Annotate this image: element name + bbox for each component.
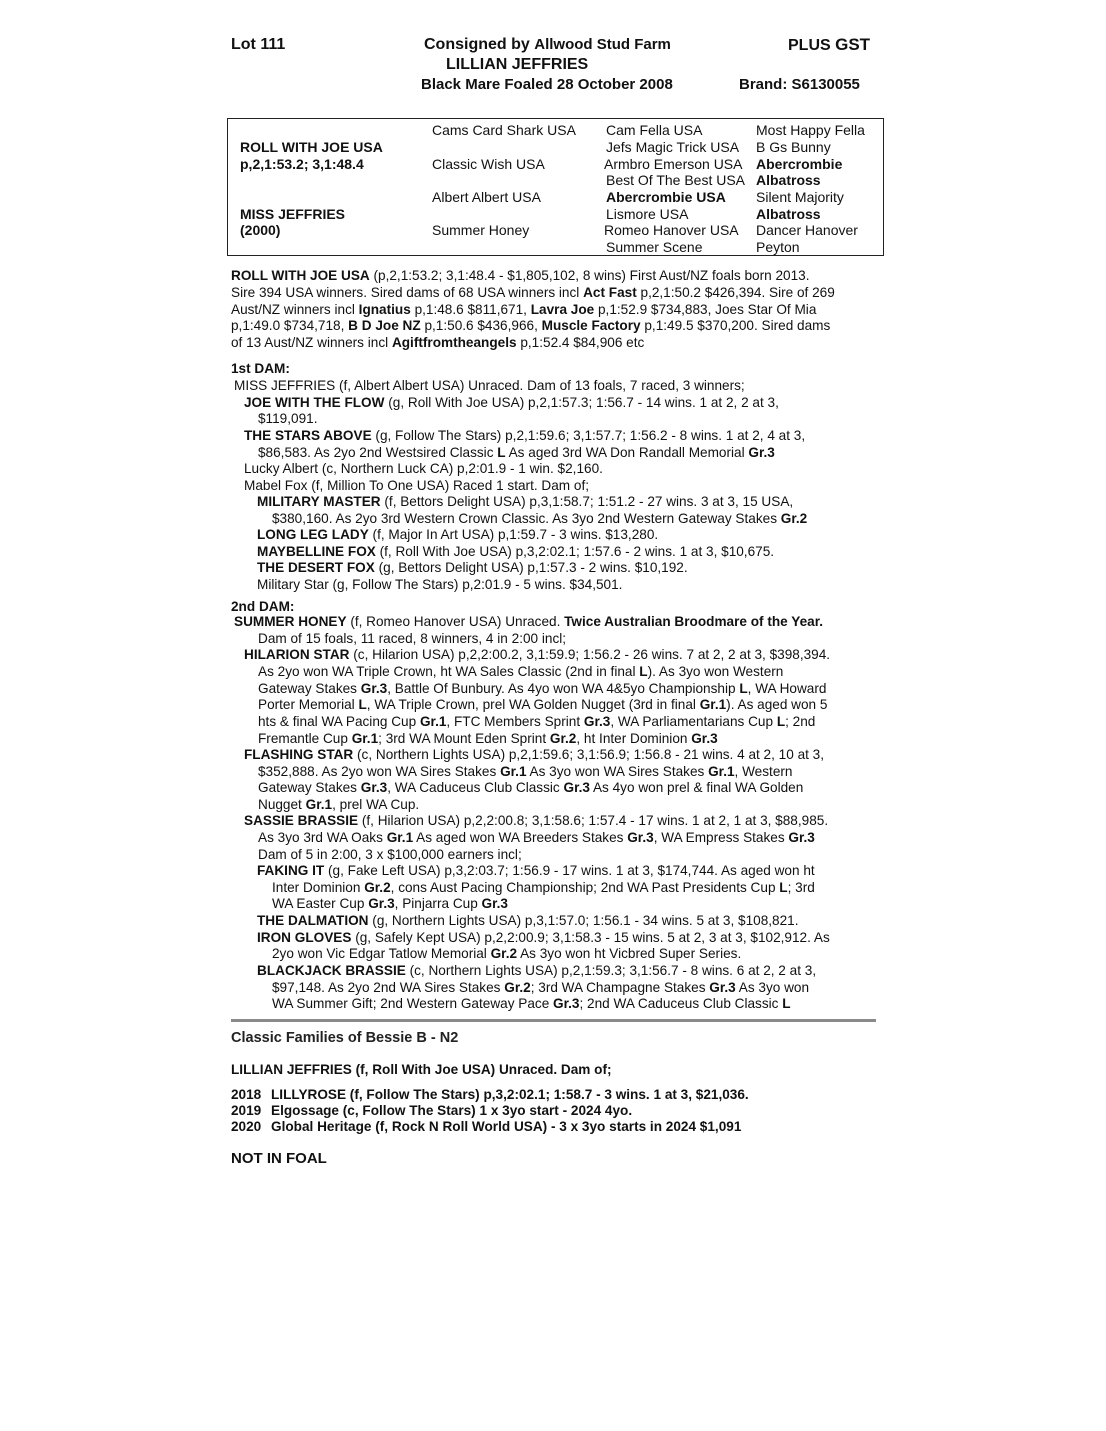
progeny-entry (258, 764, 792, 781)
race-grade: Gr.1 (386, 830, 414, 845)
race-grade: Gr.3 (563, 780, 590, 795)
sire-text: p,1:52.9 $734,883, Joes Star Of Mia (594, 302, 817, 317)
progeny-text: , Western (734, 764, 793, 779)
progeny-entry (244, 747, 824, 764)
race-grade: Gr.3 (691, 731, 718, 746)
second-dam-intro (234, 614, 823, 631)
horse-ref: Ignatius (358, 302, 411, 317)
progeny-entry (258, 780, 803, 797)
progeny-text: ; 3rd WA Mount Eden Sprint (378, 731, 550, 746)
progeny-name: IRON GLOVES (257, 930, 352, 945)
progeny-text: (f, Bettors Delight USA) p,3,1:58.7; 1:51.2 - 27 wins. 3 at 3, 15 USA, (380, 494, 794, 509)
sire-text: p,2,1:50.2 $426,394. Sire of 269 (636, 285, 835, 300)
progeny-text: (c, Northern Lights USA) p,2,1:59.6; 3,1:56.9; 1:56.8 - 21 wins. 4 at 2, 10 at 3, (353, 747, 825, 762)
pedigree-g4: Silent Majority (756, 189, 844, 205)
race-grade: Gr.3 (481, 896, 508, 911)
progeny-text: , Pinjarra Cup (394, 896, 482, 911)
family-heading: Classic Families of Bessie B - N2 (231, 1030, 459, 1046)
pedigree-sire: ROLL WITH JOE USA (240, 139, 383, 155)
progeny-text: , cons Aust Pacing Championship; 2nd WA Past Presidents Cup (390, 880, 780, 895)
progeny-text: ; 3rd (787, 880, 815, 895)
race-grade: L (639, 664, 648, 679)
produce-year: 2019 (231, 1103, 262, 1118)
progeny-entry (244, 395, 779, 412)
pedigree-g3: Summer Scene (606, 239, 703, 255)
pedigree-g3: Romeo Hanover USA (604, 222, 739, 238)
sire-name: ROLL WITH JOE USA (231, 268, 370, 283)
progeny-text: ; 3rd WA Champagne Stakes (530, 980, 710, 995)
consigned-label: Consigned by (424, 36, 530, 53)
pedigree-g4: Dancer Hanover (756, 222, 858, 238)
progeny-text: 2yo won Vic Edgar Tatlow Memorial (272, 946, 491, 961)
progeny-name: MAYBELLINE FOX (257, 544, 376, 559)
progeny-entry: Dam of 5 in 2:00, 3 x $100,000 earners incl; (258, 847, 522, 862)
progeny-text: (g, Follow The Stars) p,2,1:59.6; 3,1:57.7; 1:56.2 - 8 wins. 1 at 2, 4 at 3, (371, 428, 806, 443)
honour: Twice Australian Broodmare of the Year. (564, 614, 824, 629)
progeny-entry: $119,091. (258, 411, 318, 426)
progeny-text: Inter Dominion (272, 880, 365, 895)
progeny-text: , Battle Of Bunbury. As 4yo won WA 4&5yo Championship (387, 681, 740, 696)
race-grade: L (497, 445, 506, 460)
progeny-name: FLASHING STAR (244, 747, 354, 762)
progeny-text: ; 2nd WA Caduceus Club Classic (579, 996, 783, 1011)
first-dam-intro: MISS JEFFRIES (f, Albert Albert USA) Unraced. Dam of 13 foals, 7 raced, 3 winners; (234, 378, 745, 393)
progeny-entry (244, 647, 830, 664)
pedigree-dam: MISS JEFFRIES (240, 206, 346, 222)
progeny-name: SASSIE BRASSIE (244, 813, 359, 828)
brand: Brand: S6130055 (739, 76, 860, 93)
progeny-entry: Lucky Albert (c, Northern Luck CA) p,2:01.9 - 1 win. $2,160. (244, 461, 603, 476)
race-grade: Gr.3 (627, 830, 654, 845)
progeny-entry (272, 980, 809, 997)
sire-text: p,1:49.0 $734,718, (231, 318, 349, 333)
progeny-text: (g, Bettors Delight USA) p,1:57.3 - 2 wins. $10,192. (374, 560, 688, 575)
progeny-text: , ht Inter Dominion (576, 731, 692, 746)
progeny-entry (257, 930, 830, 947)
progeny-entry (258, 445, 775, 462)
race-grade: Gr.1 (500, 764, 527, 779)
race-grade: Gr.1 (305, 797, 333, 812)
progeny-entry (258, 830, 815, 847)
race-grade: L (739, 681, 748, 696)
pedigree-dam-year: (2000) (240, 222, 281, 238)
pedigree-g3: Armbro Emerson USA (604, 156, 743, 172)
produce-record (231, 1087, 749, 1102)
progeny-name: BLACKJACK BRASSIE (257, 963, 406, 978)
progeny-text: As 4yo won prel & final WA Golden (589, 780, 804, 795)
progeny-text: , WA Triple Crown, prel WA Golden Nugget (3rd in final (366, 697, 700, 712)
progeny-text: $380,160. As 2yo 3rd Western Crown Classic. As 3yo 2nd Western Gateway Stakes (272, 511, 781, 526)
sire-text: p,1:49.5 $370,200. Sired dams (640, 318, 831, 333)
progeny-text: hts & final WA Pacing Cup (258, 714, 420, 729)
race-grade: Gr.3 (360, 780, 388, 795)
progeny-text: ; 2nd (785, 714, 816, 729)
pedigree-g4: Abercrombie (756, 156, 843, 172)
gst-label: GST (835, 35, 871, 54)
progeny-entry (257, 560, 688, 577)
progeny-text: (c, Hilarion USA) p,2,2:00.2, 3,1:59.9; 1:56.2 - 26 wins. 7 at 2, 2 at 3, $398,394. (349, 647, 831, 662)
progeny-text: , FTC Members Sprint (446, 714, 584, 729)
progeny-name: SUMMER HONEY (234, 614, 347, 629)
progeny-name: FAKING IT (257, 863, 325, 878)
progeny-text: As aged won WA Breeders Stakes (413, 830, 628, 845)
progeny-text: , WA Empress Stakes (653, 830, 789, 845)
pedigree-g3: Abercrombie USA (606, 189, 726, 205)
progeny-text: As 3yo 3rd WA Oaks (258, 830, 387, 845)
progeny-entry (244, 813, 828, 830)
progeny-text: , WA Howard (747, 681, 827, 696)
race-grade: Gr.3 (360, 681, 388, 696)
race-grade: L (779, 880, 788, 895)
pedigree-g4: Peyton (756, 239, 800, 255)
consignor: Allwood Stud Farm (534, 36, 671, 53)
horse-ref: B D Joe NZ (348, 318, 421, 333)
race-grade: Gr.2 (364, 880, 391, 895)
progeny-name: LONG LEG LADY (257, 527, 369, 542)
sire-line (231, 302, 816, 319)
progeny-name: HILARION STAR (244, 647, 350, 662)
race-grade: Gr.2 (490, 946, 518, 961)
progeny-text: WA Easter Cup (272, 896, 369, 911)
race-grade: L (776, 714, 786, 729)
section-divider (231, 1019, 876, 1022)
horse-ref: Muscle Factory (541, 318, 641, 333)
progeny-entry (258, 697, 827, 714)
progeny-entry: Military Star (g, Follow The Stars) p,2:01.9 - 5 wins. $34,501. (257, 577, 623, 592)
sire-text: (p,2,1:53.2; 3,1:48.4 - $1,805,102, 8 wins) First Aust/NZ foals born 2013. (369, 268, 810, 283)
progeny-entry (272, 946, 741, 963)
race-grade: Gr.3 (583, 714, 611, 729)
progeny-text: , prel WA Cup. (332, 797, 420, 812)
progeny-text: (c, Northern Lights USA) p,2,1:59.3; 3,1:56.7 - 8 wins. 6 at 2, 2 at 3, (405, 963, 817, 978)
progeny-text: $86,583. As 2yo 2nd Westsired Classic (258, 445, 498, 460)
progeny-entry (272, 996, 791, 1013)
horse-name: LILLIAN JEFFRIES (446, 56, 589, 73)
pedigree-g2: Summer Honey (432, 222, 530, 238)
produce-record (231, 1103, 632, 1118)
pedigree-g3: Cam Fella USA (606, 122, 703, 138)
pedigree-sire-record: p,2,1:53.2; 3,1:48.4 (240, 156, 364, 172)
race-grade: Gr.2 (780, 511, 808, 526)
progeny-text: Fremantle Cup (258, 731, 352, 746)
progeny-entry (257, 963, 816, 980)
progeny-text: (g, Safely Kept USA) p,2,2:00.9; 3,1:58.3 - 15 wins. 5 at 2, 3 at 3, $102,912. As (351, 930, 830, 945)
progeny-text: Porter Memorial (258, 697, 359, 712)
produce-year: 2020 (231, 1119, 262, 1134)
second-dam-intro: Dam of 15 foals, 11 raced, 8 winners, 4 in 2:00 incl; (258, 631, 567, 646)
race-grade: L (358, 697, 367, 712)
plus-label: PLUS (788, 37, 831, 54)
race-grade: Gr.3 (553, 996, 580, 1011)
progeny-text: , WA Caduceus Club Classic (387, 780, 564, 795)
progeny-text: $97,148. As 2yo 2nd WA Sires Stakes (272, 980, 505, 995)
produce-record (231, 1119, 741, 1134)
pedigree-g2: Cams Card Shark USA (432, 122, 576, 138)
progeny-text: (g, Roll With Joe USA) p,2,1:57.3; 1:56.7 - 14 wins. 1 at 2, 2 at 3, (384, 395, 779, 410)
progeny-text: As 3yo won WA Sires Stakes (526, 764, 709, 779)
sire-text: p,1:48.6 $811,671, (410, 302, 531, 317)
pedigree-g4: B Gs Bunny (756, 139, 831, 155)
progeny-entry (272, 896, 508, 913)
pedigree-g3: Best Of The Best USA (606, 172, 746, 188)
progeny-entry: Mabel Fox (f, Million To One USA) Raced 1 start. Dam of; (244, 478, 590, 493)
pedigree-g3: Lismore USA (606, 206, 689, 222)
progeny-text: (f, Roll With Joe USA) p,3,2:02.1; 1:57.6 - 2 wins. 1 at 3, $10,675. (375, 544, 775, 559)
first-dam-heading: 1st DAM: (231, 361, 290, 376)
progeny-entry (257, 863, 815, 880)
race-grade: Gr.1 (708, 764, 735, 779)
progeny-entry (257, 913, 798, 930)
second-dam-heading: 2nd DAM: (231, 599, 295, 614)
sire-text: p,1:52.4 $84,906 etc (516, 335, 645, 350)
sire-line (231, 335, 644, 352)
progeny-text: ). As 3yo won Western (647, 664, 784, 679)
pedigree-g4: Albatross (756, 172, 821, 188)
progeny-entry (258, 731, 718, 748)
progeny-text: (f, Romeo Hanover USA) Unraced. (346, 614, 565, 629)
foal-status: NOT IN FOAL (231, 1150, 327, 1167)
progeny-text: ). As aged won 5 (726, 697, 828, 712)
consigned-by (424, 35, 671, 55)
produce-text: Elgossage (c, Follow The Stars) 1 x 3yo start - 2024 4yo. (271, 1103, 633, 1118)
race-grade: Gr.1 (351, 731, 379, 746)
pedigree-g2: Albert Albert USA (432, 189, 541, 205)
progeny-entry (257, 544, 774, 561)
pedigree-table (227, 118, 884, 256)
progeny-text: As 2yo won WA Triple Crown, ht WA Sales Classic (2nd in final (258, 664, 640, 679)
progeny-entry (258, 714, 815, 731)
plus-gst (788, 35, 870, 56)
pedigree-g4: Most Happy Fella (756, 122, 865, 138)
progeny-text: (f, Major In Art USA) p,1:59.7 - 3 wins. $13,280. (368, 527, 659, 542)
race-grade: Gr.1 (419, 714, 447, 729)
progeny-entry (258, 681, 826, 698)
progeny-name: THE STARS ABOVE (244, 428, 372, 443)
race-grade: Gr.2 (504, 980, 531, 995)
race-grade: Gr.3 (709, 980, 736, 995)
progeny-entry (272, 511, 807, 528)
progeny-text: Gateway Stakes (258, 780, 361, 795)
progeny-text: As 3yo won (735, 980, 810, 995)
progeny-text: $352,888. As 2yo won WA Sires Stakes (258, 764, 501, 779)
progeny-name: THE DESERT FOX (257, 560, 375, 575)
pedigree-g3: Jefs Magic Trick USA (606, 139, 740, 155)
race-grade: Gr.3 (748, 445, 775, 460)
sire-text: of 13 Aust/NZ winners incl (231, 335, 392, 350)
progeny-text: (g, Northern Lights USA) p,3,1:57.0; 1:56.1 - 34 wins. 5 at 3, $108,821. (368, 913, 799, 928)
produce-year: 2018 (231, 1087, 262, 1102)
sire-text: p,1:50.6 $436,966, (420, 318, 542, 333)
progeny-text: WA Summer Gift; 2nd Western Gateway Pace (272, 996, 554, 1011)
progeny-text: Nugget (258, 797, 306, 812)
lillian-dam-line: LILLIAN JEFFRIES (f, Roll With Joe USA) Unraced. Dam of; (231, 1062, 612, 1077)
progeny-text: (g, Fake Left USA) p,3,2:03.7; 1:56.9 - 17 wins. 1 at 3, $174,744. As aged won ht (324, 863, 815, 878)
horse-ref: Lavra Joe (530, 302, 595, 317)
progeny-entry (258, 664, 783, 681)
progeny-entry (257, 494, 793, 511)
pedigree-g2: Classic Wish USA (432, 156, 545, 172)
progeny-name: JOE WITH THE FLOW (244, 395, 385, 410)
pedigree-g4: Albatross (756, 206, 821, 222)
progeny-entry (244, 428, 805, 445)
progeny-text: , WA Parliamentarians Cup (610, 714, 777, 729)
sire-line (231, 268, 810, 285)
sire-text: Aust/NZ winners incl (231, 302, 359, 317)
progeny-text: (f, Hilarion USA) p,2,2:00.8; 3,1:58.6; 1:57.4 - 17 wins. 1 at 2, 1 at 3, $88,985. (358, 813, 829, 828)
horse-ref: Act Fast (583, 285, 637, 300)
progeny-text: Gateway Stakes (258, 681, 361, 696)
progeny-name: THE DALMATION (257, 913, 369, 928)
progeny-entry (258, 797, 419, 814)
progeny-text: As aged 3rd WA Don Randall Memorial (505, 445, 749, 460)
race-grade: L (782, 996, 791, 1011)
produce-text: Global Heritage (f, Rock N Roll World USA) - 3 x 3yo starts in 2024 $1,091 (271, 1119, 742, 1134)
horse-description: Black Mare Foaled 28 October 2008 (421, 76, 673, 93)
sire-line (231, 285, 835, 302)
race-grade: Gr.2 (549, 731, 577, 746)
progeny-name: MILITARY MASTER (257, 494, 381, 509)
sire-line (231, 318, 830, 335)
race-grade: Gr.3 (788, 830, 815, 845)
progeny-text: As 3yo won ht Vicbred Super Series. (517, 946, 742, 961)
lot-number: Lot 111 (231, 36, 286, 53)
produce-text: LILLYROSE (f, Follow The Stars) p,3,2:02.1; 1:58.7 - 3 wins. 1 at 3, $21,036. (271, 1087, 749, 1102)
sire-text: Sire 394 USA winners. Sired dams of 68 USA winners incl (231, 285, 584, 300)
progeny-entry (257, 527, 658, 544)
race-grade: Gr.3 (368, 896, 395, 911)
progeny-entry (272, 880, 815, 897)
race-grade: Gr.1 (699, 697, 727, 712)
horse-ref: Agiftfromtheangels (391, 335, 517, 350)
